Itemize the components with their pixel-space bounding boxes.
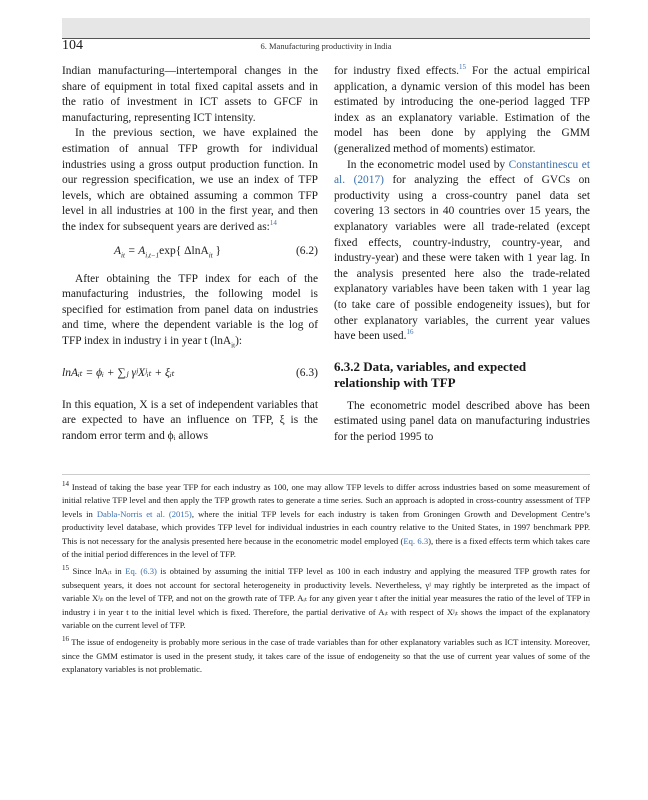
right-paragraph-1: for industry fixed effects.$^{15}$ For the actual empirical application, a dynamic version of this model has been estimated by introducing the one-period lagged TFP index as an explanatory variable. Estimation of the model has been done by applying the GMM (generalized method of moments) estimator.: [334, 63, 590, 155]
equation-number-6-3: (6.3): [295, 366, 318, 379]
footnote-14: $^{14}$ Instead of taking the base year TFP for each industry as 100, one may allow TFP levels to differ across industries based on some measurement of initial relative TFP level and then apply the TFP growth rates to generate a time series. Such an approach is adopted in cross-country assessment of TFP levels in Dabla-Norris et al. (2015), where the initial TFP levels for each industry is taken from Groningen Growth and Development Centre’s productivity level database, which provides TFP level for individual industries in each country relative to the United States, in 1997 benchmark PPP. This is not necessary for the analysis presented here because in the econometric model employed (Eq. 6.3), there is a fixed effects term which takes care of the initial period differences in the level of TFP.: [62, 480, 591, 560]
running-title: 6. Manufacturing productivity in India: [260, 41, 392, 51]
footnotes: [62, 481, 590, 677]
footnote-15: $^{15}$ Since lnAᵢₜ in Eq. (6.3) is obtained by assuming the initial TFP level as 100 in each industry and applying the measured TFP growth rates for subsequent years, it does not account for sectoral heterogeneity in productivity levels. Nevertheless, γʲ may rightly be interpreted as the impact of variable Xʲᵢₜ on the level of TFP, and not on the growth rate of TFP. Aᵢₜ for any given year t after the initial year measures the ratio of the level of TFP in industry i in year t to the initial level which is fixed. Therefore, the partial derivative of Aᵢₜ with respect of Xʲᵢₜ shows the impact of the explanatory variable on the current level of TFP.: [62, 564, 590, 631]
left-column: [62, 64, 318, 445]
section-heading: 6.3.2 Data, variables, and expected relationship with TFP: [334, 358, 527, 390]
header-rule: [62, 38, 590, 39]
footnote-ref-16[interactable]: 16: [406, 328, 414, 337]
equation-link-6-3[interactable]: Eq. 6.3: [403, 535, 429, 546]
header-band: [62, 18, 590, 38]
footnote-ref-15[interactable]: 15: [459, 63, 467, 72]
page-number: 104: [62, 38, 83, 53]
right-paragraph-2: In the econometric model used by Constantinescu et al. (2017) for analyzing the effect of GVCs on productivity using a cross-country panel data set covering 13 sectors in 40 countries over 15 years, the explanatory variables were all trade-related (except fixed effects, country-industry, country-year, and industry-year) and these were taken with 1 year lag. In the analysis presented here also the trade-related explanatory variables have been taken with 1 year lag (to take care of possible endogeneity issues), but for other explanatory variables, the current year values have been used.$^{16}$: [334, 158, 590, 343]
equation-6-2: $A_{it} = A_{i,t-1}\exp${ ΔlnA$_{it}$ } (6.2): [114, 244, 318, 259]
equation-link-6-3b[interactable]: Eq. (6.3): [125, 566, 157, 577]
equation-6-3: lnAᵢₜ = ϕᵢ + ∑ⱼ γʲXʲᵢₜ + ξᵢₜ (6.3): [62, 354, 318, 398]
footnote-16: $^{16}$ The issue of endogeneity is probably more serious in the case of trade variables than for other explanatory variables such as ICT intensity. Moreover, since the GMM estimator is used in the present study, it takes care of the issue of endogeneity so that the use of current year values of some of the explanatory variables is not problematic.: [62, 635, 590, 675]
equation-number-6-2: (6.2): [295, 244, 318, 257]
left-paragraph-3: After obtaining the TFP index for each of the manufacturing industries, the following model is specified for estimation from panel data on industries and time, where the dependent variable is the log of TFP index in industry i in year t (lnA$_{it}$):: [62, 272, 318, 350]
left-paragraph-2: In the previous section, we have explained the estimation of annual TFP growth for individual industries using a gross output production function. In our regression specification, we use an index of TFP levels, which are obtained assuming a common TFP level in all industries at 100 in the first year, and then the index for subsequent years are derived as:$^{14}$: [62, 127, 318, 233]
left-paragraph-4: In this equation, X is a set of independent variables that are expected to have an influence on TFP, ξ is the random error term and ϕᵢ allows: [62, 398, 318, 442]
left-paragraph-1: Indian manufacturing—intertemporal changes in the share of equipment in total fixed capital assets and in the ratio of investment in ICT assets to GFCF in manufacturing, representing ICT intensity.: [62, 65, 318, 124]
right-column: [334, 64, 590, 445]
citation-link-dabla-norris[interactable]: Dabla-Norris et al. (2015): [96, 508, 192, 519]
footnote-separator: [62, 474, 590, 475]
citation-link-constantinescu[interactable]: Constantinescu et al. (2017): [334, 158, 590, 187]
footnote-ref-14[interactable]: 14: [269, 219, 277, 228]
right-paragraph-3: The econometric model described above has been estimated using panel data on manufacturing industries for the period 1995 to: [334, 399, 590, 443]
